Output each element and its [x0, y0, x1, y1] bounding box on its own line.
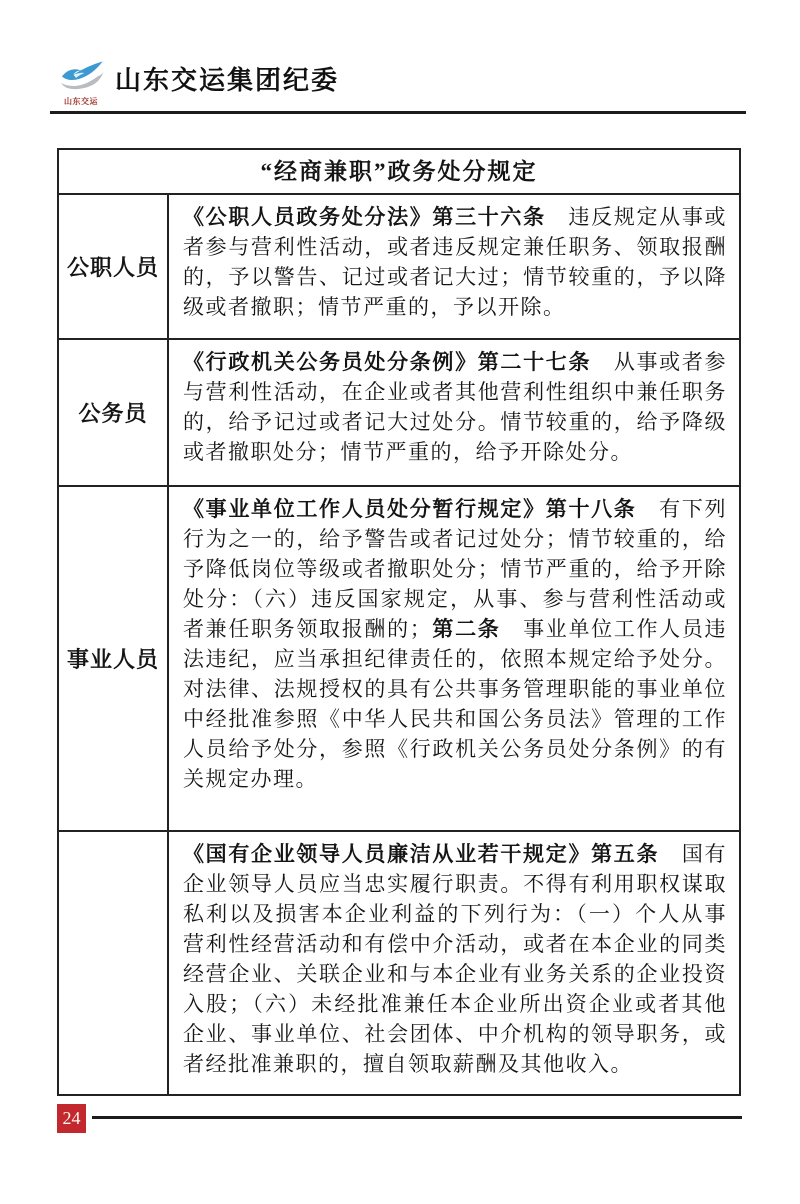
regulation-text: 事业单位工作人员违法违纪，应当承担纪律责任的，依照本规定给予处分。对法律、法规授权的具有公共事务管理职能的事业单位中经批准参照《中华人民共和国公务员法》管理的工作人员给予处分，参照《行政机关公务员处分条例》的有关规定办理。 [183, 617, 728, 791]
org-title: 山东交运集团纪委 [115, 65, 340, 95]
table-row [59, 195, 739, 340]
category-cell [59, 832, 169, 1094]
org-logo [55, 58, 107, 107]
category-cell: 公职人员 [59, 195, 169, 338]
regulation-citation: 《公职人员政务处分法》第三十六条 [183, 205, 546, 229]
table-row [59, 487, 739, 832]
logo-caption: 山东交运 [64, 97, 98, 106]
category-cell: 事业人员 [59, 487, 169, 830]
table-row [59, 832, 739, 1096]
bird-swoosh-logo-icon [56, 58, 106, 98]
category-cell: 公务员 [59, 340, 169, 485]
regulation-cell [169, 832, 739, 1094]
page-number: 24 [62, 1108, 81, 1128]
regulation-citation: 《行政机关公务员处分条例》第二十七条 [183, 350, 592, 374]
regulation-text: 违反规定从事或者参与营利性活动，或者违反规定兼任职务、领取报酬的，予以警告、记过或者记大过；情节较重的，予以降级或者撤职；情节严重的，予以开除。 [183, 205, 727, 319]
regulation-cell [169, 340, 739, 485]
regulations-table [57, 148, 741, 1096]
regulation-citation: 《事业单位工作人员处分暂行规定》第十八条 [183, 497, 637, 521]
header-rule [50, 111, 746, 114]
regulation-cell [169, 487, 739, 830]
page-number-badge [57, 1104, 86, 1133]
regulation-text: 国有企业领导人员应当忠实履行职责。不得有利用职权谋取私利以及损害本企业利益的下列行为：（一）个人从事营利性经营活动和有偿中介活动，或者在本企业的同类经营企业、关联企业和与本企业有业务关系的企业投资入股；（六）未经批准兼任本企业所出资企业或者其他企业、事业单位、社会团体、中介机构的领导职务，或者经批准兼职的，擅自领取薪酬及其他收入。 [183, 842, 728, 1076]
regulation-citation: 第二条 [432, 617, 501, 641]
regulation-citation: 《国有企业领导人员廉洁从业若干规定》第五条 [183, 842, 660, 866]
table-title: “经商兼职”政务处分规定 [59, 150, 739, 195]
table-row [59, 340, 739, 487]
regulation-cell [169, 195, 739, 338]
regulation-text: 从事或者参与营利性活动，在企业或者其他营利性组织中兼任职务的，给予记过或者记大过处分。情节较重的，给予降级或者撤职处分；情节严重的，给予开除处分。 [183, 350, 728, 464]
regulation-text: 有下列行为之一的，给予警告或者记过处分；情节较重的，给予降低岗位等级或者撤职处分；情节严重的，给予开除处分：（六）违反国家规定，从事、参与营利性活动或者兼任职务领取报酬的； [183, 497, 728, 641]
page-header [55, 58, 339, 107]
footer-rule [92, 1116, 742, 1119]
